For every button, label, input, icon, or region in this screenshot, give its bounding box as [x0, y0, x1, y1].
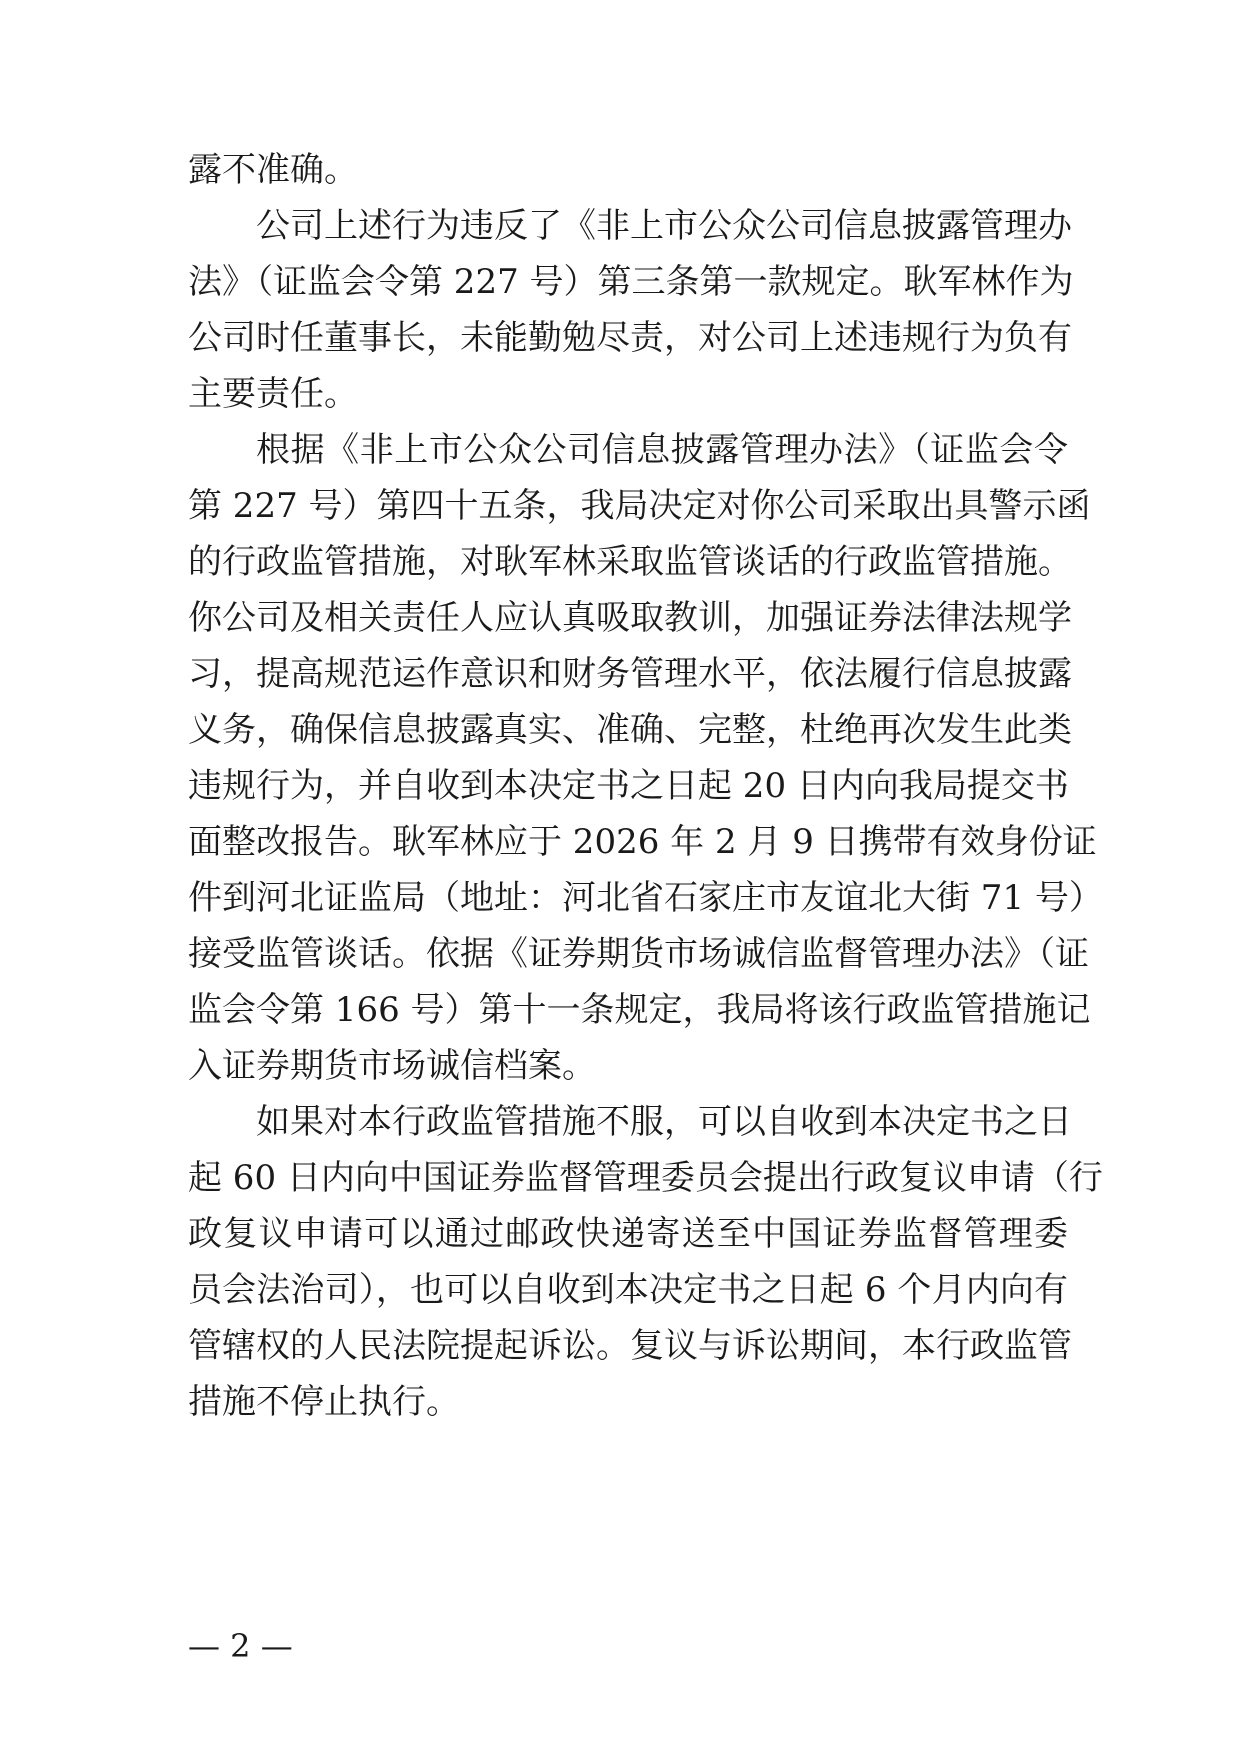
text-line: 第 227 号）第四十五条，我局决定对你公司采取出具警示函	[188, 486, 1091, 526]
text-line: 义务，确保信息披露真实、准确、完整，杜绝再次发生此类	[188, 710, 1072, 750]
text-line: 法》（证监会令第 227 号）第三条第一款规定。耿军林作为	[188, 262, 1074, 302]
text-line: 根据《非上市公众公司信息披露管理办法》（证监会令	[256, 430, 1068, 470]
text-line: 主要责任。	[188, 374, 358, 414]
text-line: 面整改报告。耿军林应于 2026 年 2 月 9 日携带有效身份证	[188, 822, 1097, 862]
text-line: 起 60 日内向中国证券监督管理委员会提出行政复议申请（行	[188, 1158, 1103, 1198]
text-line: 违规行为，并自收到本决定书之日起 20 日内向我局提交书	[188, 766, 1069, 806]
text-line: 公司时任董事长，未能勤勉尽责，对公司上述违规行为负有	[188, 318, 1072, 358]
text-line: 管辖权的人民法院提起诉讼。复议与诉讼期间，本行政监管	[188, 1326, 1072, 1366]
text-line: 的行政监管措施，对耿军林采取监管谈话的行政监管措施。	[188, 542, 1072, 582]
text-line: 习，提高规范运作意识和财务管理水平，依法履行信息披露	[188, 654, 1072, 694]
text-line: 件到河北证监局（地址：河北省石家庄市友谊北大街 71 号）	[188, 878, 1103, 918]
text-line: 政复议申请可以通过邮政快递寄送至中国证券监督管理委	[188, 1214, 1068, 1254]
text-line: 如果对本行政监管措施不服，可以自收到本决定书之日	[256, 1102, 1072, 1142]
text-line: 露不准确。	[188, 150, 358, 190]
text-line: 接受监管谈话。依据《证券期货市场诚信监督管理办法》（证	[188, 934, 1089, 974]
text-line: 公司上述行为违反了《非上市公众公司信息披露管理办	[256, 206, 1072, 246]
text-line: 监会令第 166 号）第十一条规定，我局将该行政监管措施记	[188, 990, 1091, 1030]
text-line: 员会法治司），也可以自收到本决定书之日起 6 个月内向有	[188, 1270, 1068, 1310]
text-line: 你公司及相关责任人应认真吸取教训，加强证券法律法规学	[188, 598, 1072, 638]
page-number: — 2 —	[188, 1627, 293, 1665]
text-line: 入证券期货市场诚信档案。	[188, 1046, 596, 1086]
text-line: 措施不停止执行。	[188, 1382, 460, 1422]
